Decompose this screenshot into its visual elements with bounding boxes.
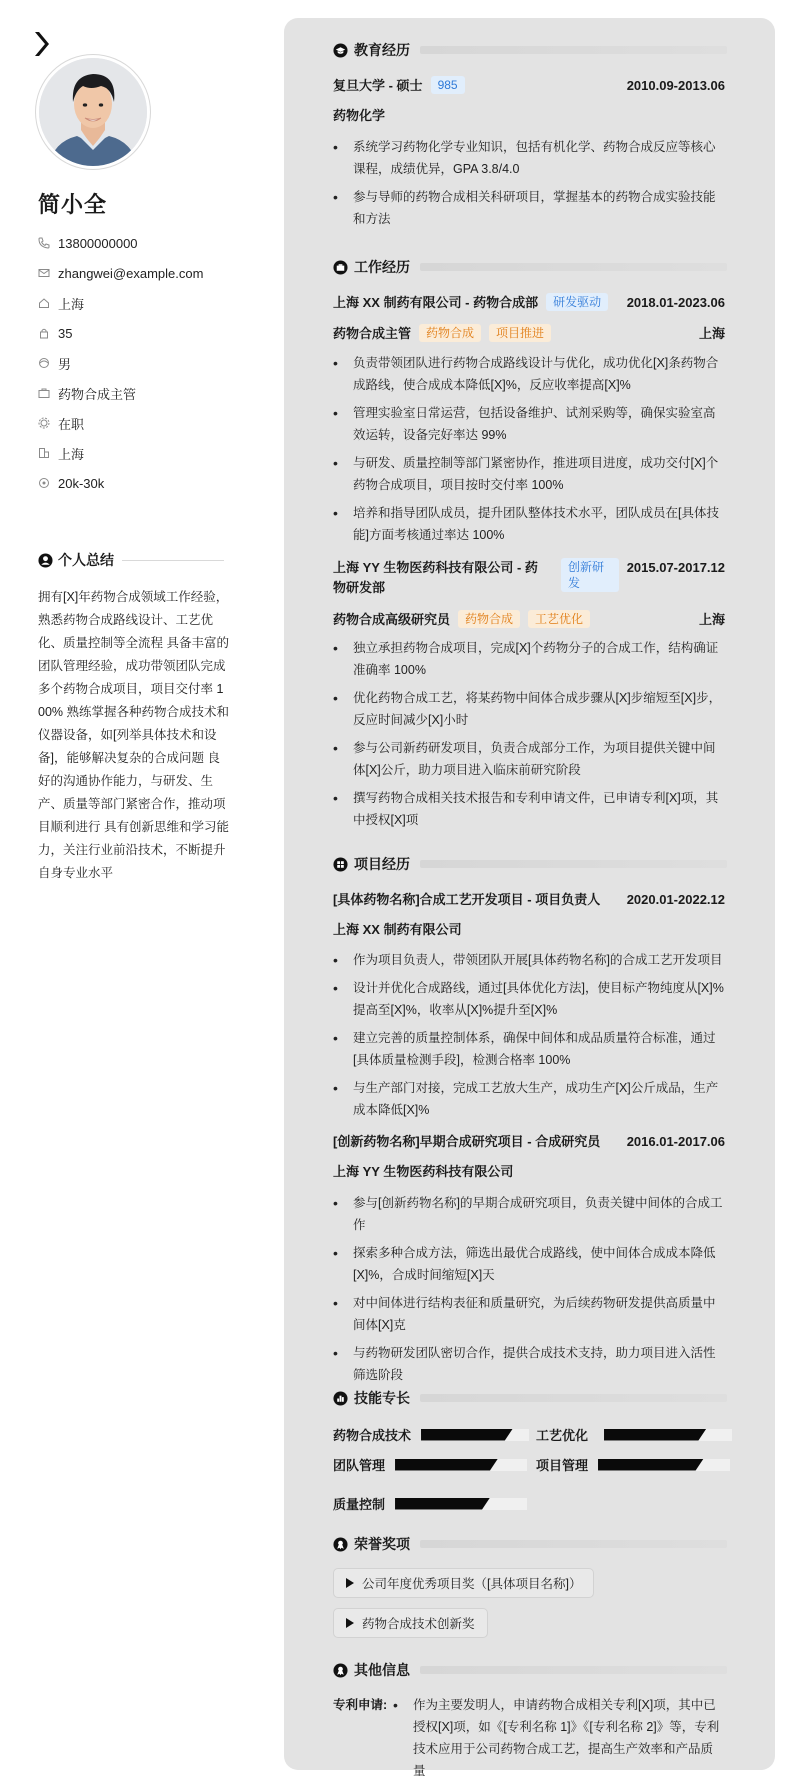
list-item: • 参与导师的药物合成相关科研项目，掌握基本的药物合成实验技能和方法 [333, 186, 725, 230]
section-title: 技能专长 [354, 1390, 410, 1406]
info-email [38, 258, 258, 288]
job-role: 药物合成主管 [333, 326, 412, 341]
briefcase-circle-icon [333, 260, 348, 275]
age-icon [38, 327, 50, 339]
skill-bar-fill [598, 1459, 704, 1471]
job-bullets [333, 352, 725, 552]
summary-title: 个人总结 [58, 552, 114, 568]
triangle-bullet-icon [346, 1578, 354, 1588]
list-item: • 负责带领团队进行药物合成路线设计与优化，成功优化[X]条药物合成路线，使合成成本降低[X]%，反应收率提高[X]% [333, 352, 725, 396]
chevron-logo-icon [33, 30, 53, 58]
divider [420, 46, 727, 54]
status-icon [38, 417, 50, 429]
divider [122, 560, 224, 561]
divider [420, 1666, 727, 1674]
info-text: 药物合成主管 [58, 386, 137, 402]
other-section-header [333, 1660, 727, 1680]
salary-icon [38, 477, 50, 489]
project-name: [创新药物名称]早期合成研究项目 - 合成研究员 [333, 1134, 601, 1149]
info-medal-icon [333, 1663, 348, 1678]
user-circle-icon [38, 553, 53, 568]
company-tag: 创新研发 [561, 558, 619, 592]
divider [420, 860, 727, 868]
skill-name: 工艺优化 [536, 1428, 589, 1443]
job-date: 2018.01-2023.06 [626, 295, 725, 310]
education-row [333, 76, 725, 96]
skill-bar [395, 1459, 527, 1471]
briefcase-icon [38, 387, 50, 399]
info-status [38, 408, 258, 438]
school-name: 复旦大学 - 硕士 [333, 78, 423, 93]
job-bullets [333, 637, 725, 837]
avatar [39, 58, 147, 166]
skill-bar [395, 1498, 527, 1510]
info-salary [38, 468, 258, 498]
info-text: 上海 [58, 296, 85, 312]
skill-bar-fill [395, 1498, 490, 1510]
list-item: • 独立承担药物合成项目，完成[X]个药物分子的合成工作，结构确证准确率 100% [333, 637, 725, 681]
info-text: 男 [58, 356, 72, 372]
work-header [333, 257, 727, 277]
list-item: • 对中间体进行结构表征和质量研究，为后续药物研发提供高质量中间体[X]克 [333, 1292, 725, 1336]
info-text: zhangwei@example.com [58, 265, 204, 281]
project-row [333, 890, 725, 910]
projects-header [333, 854, 727, 874]
skill-name: 团队管理 [333, 1458, 386, 1473]
building-icon [38, 447, 50, 459]
job-location: 上海 [698, 612, 725, 627]
info-city [38, 288, 258, 318]
education-header [333, 40, 727, 60]
list-item: • 作为项目负责人，带领团队开展[具体药物名称]的合成工艺开发项目 [333, 949, 725, 971]
skill-bar [604, 1429, 732, 1441]
list-item: • 与生产部门对接，完成工艺放大生产，成功生产[X]公斤成品，生产成本降低[X]% [333, 1077, 725, 1121]
skill-item [536, 1425, 732, 1444]
list-item: • 撰写药物合成相关技术报告和专利申请文件，已申请专利[X]项，其中授权[X]项 [333, 787, 725, 831]
project-date: 2016.01-2017.06 [626, 1134, 725, 1149]
company-tag: 研发驱动 [546, 293, 608, 311]
info-text: 在职 [58, 416, 85, 432]
list-item: • 参与公司新药研发项目，负责合成部分工作，为项目提供关键中间体[X]公斤，助力项目进入临床前研究阶段 [333, 737, 725, 781]
mail-icon [38, 267, 50, 279]
skill-name: 药物合成技术 [333, 1428, 412, 1443]
list-item: • 与研发、质量控制等部门紧密协作，推进项目进度，成功交付[X]个药物合成项目，项目按时交付率 100% [333, 452, 725, 496]
list-item: • 培养和指导团队成员，提升团队整体技术水平，团队成员在[具体技能]方面考核通过率达 100% [333, 502, 725, 546]
candidate-name: 简小全 [38, 192, 108, 217]
award-medal-icon [333, 1537, 348, 1552]
info-text: 上海 [58, 446, 85, 462]
job-role-row [333, 609, 725, 628]
section-title: 其他信息 [354, 1662, 410, 1678]
list-item: • 作为主要发明人，申请药物合成相关专利[X]项，其中已授权[X]项，如《[专利名称 1]》《[专利名称 2]》等，专利技术应用于公司药物合成工艺，提高生产效率和产品质量 [393, 1694, 725, 1782]
skill-item [333, 1494, 527, 1513]
skill-bar-fill [421, 1429, 513, 1441]
award-text: 公司年度优秀项目奖（[具体项目名称]） [362, 1577, 582, 1591]
graduation-cap-icon [333, 43, 348, 58]
job-role-row [333, 323, 725, 342]
job-location: 上海 [698, 326, 725, 341]
list-item: • 建立完善的质量控制体系，确保中间体和成品质量符合标准，通过[具体质量检测手段]，检测合格率 100% [333, 1027, 725, 1071]
role-tag: 药物合成 [419, 324, 481, 342]
project-bullets [333, 949, 725, 1127]
skills-header [333, 1388, 727, 1408]
section-title: 项目经历 [354, 856, 410, 872]
info-gender [38, 348, 258, 378]
project-bullets [333, 1192, 725, 1392]
skill-name: 项目管理 [536, 1458, 589, 1473]
triangle-bullet-icon [346, 1618, 354, 1628]
divider [420, 263, 727, 271]
job-role: 药物合成高级研究员 [333, 612, 451, 627]
phone-icon [38, 237, 50, 249]
list-item: • 优化药物合成工艺，将某药物中间体合成步骤从[X]步缩短至[X]步，反应时间减少[X]小时 [333, 687, 725, 731]
project-org: 上海 XX 制药有限公司 [333, 922, 462, 937]
section-title: 教育经历 [354, 42, 410, 58]
company-name: 上海 XX 制药有限公司 - 药物合成部 [333, 295, 539, 310]
project-org: 上海 YY 生物医药科技有限公司 [333, 1164, 514, 1179]
summary-text: 拥有[X]年药物合成领域工作经验，熟悉药物合成路线设计、工艺优化、质量控制等全流程 具备丰富的团队管理经验，成功带领团队完成多个药物合成项目，项目交付率 100% 熟练掌握各种药物合成技术和仪器设备，如[列举具体技术和设备]，能够解决复杂的合成问题 良好的沟通协作能力，与研发、生产、质量等部门紧密合作，推动项目顺利进行 具有创新思维和学习能力，关注行业前沿技术，不断提升自身专业水平 [38, 590, 229, 880]
list-item: • 系统学习药物化学专业知识，包括有机化学、药物合成反应等核心课程，成绩优异，GPA 3.8/4.0 [333, 136, 725, 180]
list-item: • 管理实验室日常运营，包括设备维护、试剂采购等，确保实验室高效运转，设备完好率达 99% [333, 402, 725, 446]
grid-circle-icon [333, 857, 348, 872]
award-item [333, 1608, 488, 1638]
skill-item [333, 1425, 529, 1444]
summary-header [38, 550, 224, 570]
info-phone [38, 228, 258, 258]
major: 药物化学 [333, 108, 386, 123]
job-date: 2015.07-2017.12 [626, 560, 725, 575]
education-bullets [333, 136, 725, 236]
project-name: [具体药物名称]合成工艺开发项目 - 项目负责人 [333, 892, 601, 907]
info-work-city [38, 438, 258, 468]
list-item: • 探索多种合成方法，筛选出最优合成路线，使中间体合成成本降低[X]%，合成时间缩短[X]天 [333, 1242, 725, 1286]
other-label: 专利申请: [333, 1698, 388, 1712]
school-tag: 985 [431, 76, 465, 94]
bar-chart-icon [333, 1391, 348, 1406]
list-item: • 设计并优化合成路线，通过[具体优化方法]，使目标产物纯度从[X]%提高至[X]%，收率从[X]%提升至[X]% [333, 977, 725, 1021]
skill-bar [598, 1459, 730, 1471]
other-bullets [393, 1694, 725, 1782]
honors-header [333, 1534, 727, 1554]
award-item [333, 1568, 594, 1598]
role-tag: 项目推进 [489, 324, 551, 342]
job-row [333, 558, 725, 598]
contact-info-list [38, 228, 258, 498]
skill-name: 质量控制 [333, 1497, 386, 1512]
info-position [38, 378, 258, 408]
divider [420, 1394, 727, 1402]
skill-item [536, 1455, 730, 1474]
skill-bar [421, 1429, 529, 1441]
gender-icon [38, 357, 50, 369]
company-name: 上海 YY 生物医药科技有限公司 - 药物研发部 [333, 560, 538, 595]
project-row [333, 1132, 725, 1152]
skill-bar-fill [604, 1429, 706, 1441]
info-text: 20k-30k [58, 475, 105, 491]
info-age [38, 318, 258, 348]
award-text: 药物合成技术创新奖 [362, 1617, 475, 1631]
list-item: • 参与[创新药物名称]的早期合成研究项目，负责关键中间体的合成工作 [333, 1192, 725, 1236]
home-icon [38, 297, 50, 309]
divider [420, 1540, 727, 1548]
role-tag: 药物合成 [458, 610, 520, 628]
info-text: 13800000000 [58, 235, 138, 251]
info-text: 35 [58, 325, 73, 341]
other-info [333, 1694, 725, 1782]
project-date: 2020.01-2022.12 [626, 892, 725, 907]
job-row [333, 293, 725, 313]
section-title: 工作经历 [354, 259, 410, 275]
skill-bar-fill [395, 1459, 498, 1471]
skill-item [333, 1455, 527, 1474]
list-item: • 与药物研发团队密切合作，提供合成技术支持，助力项目进入活性筛选阶段 [333, 1342, 725, 1386]
section-title: 荣誉奖项 [354, 1536, 410, 1552]
role-tag: 工艺优化 [528, 610, 590, 628]
education-date: 2010.09-2013.06 [626, 78, 725, 93]
